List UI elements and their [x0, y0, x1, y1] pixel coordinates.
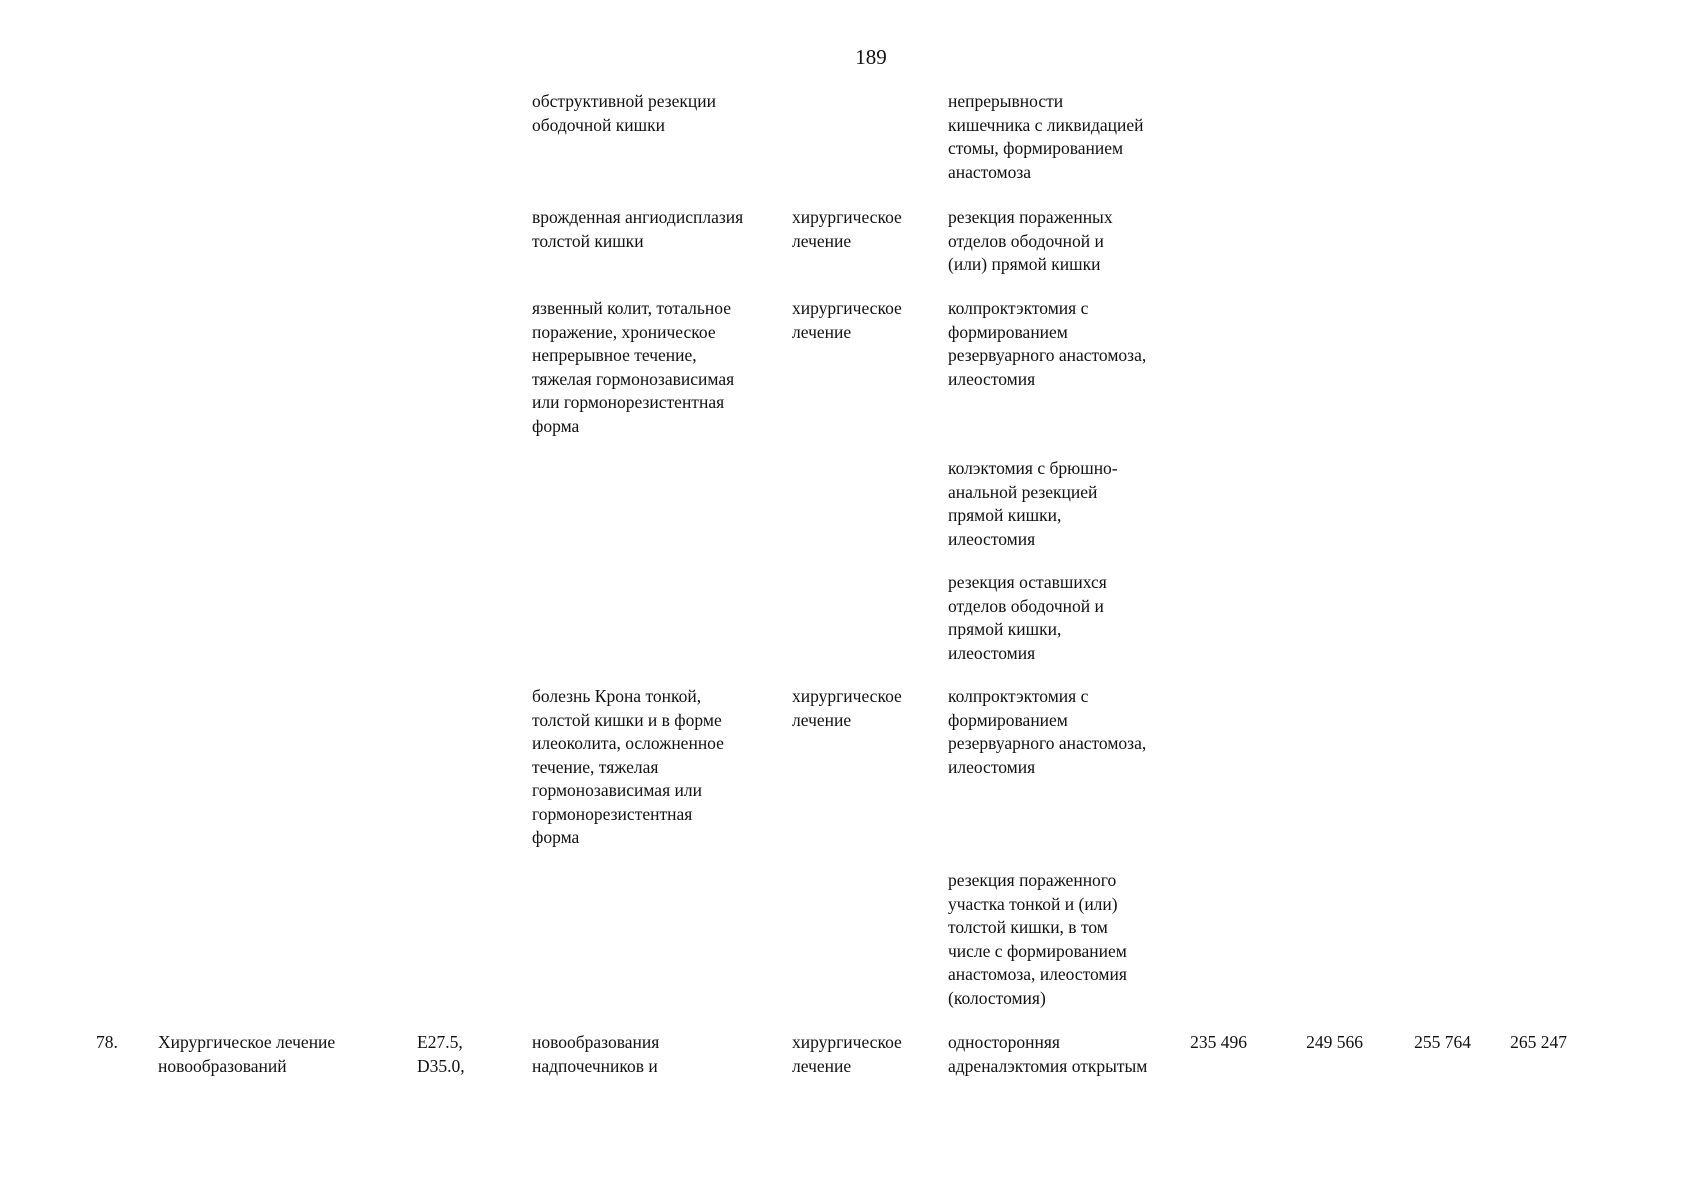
cost-cell: 265 247	[1510, 1032, 1567, 1052]
row-number-cell: 78.	[96, 1032, 118, 1052]
patient-model-cell: врожденная ангиодисплазия толстой кишки	[532, 207, 744, 251]
page-number: 189	[855, 45, 887, 69]
patient-model-cell: язвенный колит, тотальное поражение, хроническое непрерывное течение, тяжелая гормонозависимая или гормонорезистентная форма	[532, 298, 735, 436]
patient-model-cell: болезнь Крона тонкой, толстой кишки и в форме илеоколита, осложненное течение, тяжелая гормонозависимая или гормонорезистентная форма	[532, 686, 724, 847]
cost-cell: 249 566	[1306, 1032, 1363, 1052]
patient-model-cell: новообразования надпочечников и	[532, 1032, 660, 1076]
treatment-type-cell: хирургическое лечение	[792, 298, 902, 342]
treatment-method-cell: односторонняя адреналэктомия открытым	[948, 1032, 1148, 1076]
cost-cell: 255 764	[1414, 1032, 1471, 1052]
treatment-type-cell: хирургическое лечение	[792, 207, 902, 251]
treatment-method-cell: колпроктэктомия с формированием резервуарного анастомоза, илеостомия	[948, 298, 1147, 389]
treatment-method-cell: колпроктэктомия с формированием резервуарного анастомоза, илеостомия	[948, 686, 1147, 777]
treatment-type-cell: хирургическое лечение	[792, 686, 902, 730]
cost-cell: 235 496	[1190, 1032, 1247, 1052]
treatment-method-cell: непрерывности кишечника с ликвидацией стомы, формированием анастомоза	[948, 91, 1144, 182]
treatment-type-cell: хирургическое лечение	[792, 1032, 902, 1076]
treatment-method-cell: резекция пораженного участка тонкой и (или) толстой кишки, в том числе с формированием анастомоза, илеостомия (колостомия)	[948, 870, 1127, 1008]
patient-model-cell: обструктивной резекции ободочной кишки	[532, 91, 716, 135]
diagnosis-codes-cell: E27.5, D35.0,	[417, 1032, 465, 1076]
treatment-method-cell: резекция оставшихся отделов ободочной и прямой кишки, илеостомия	[948, 572, 1107, 663]
treatment-method-cell: резекция пораженных отделов ободочной и (или) прямой кишки	[948, 207, 1113, 274]
treatment-method-cell: колэктомия с брюшно- анальной резекцией прямой кишки, илеостомия	[948, 458, 1118, 549]
care-profile-name-cell: Хирургическое лечение новообразований	[158, 1032, 336, 1076]
